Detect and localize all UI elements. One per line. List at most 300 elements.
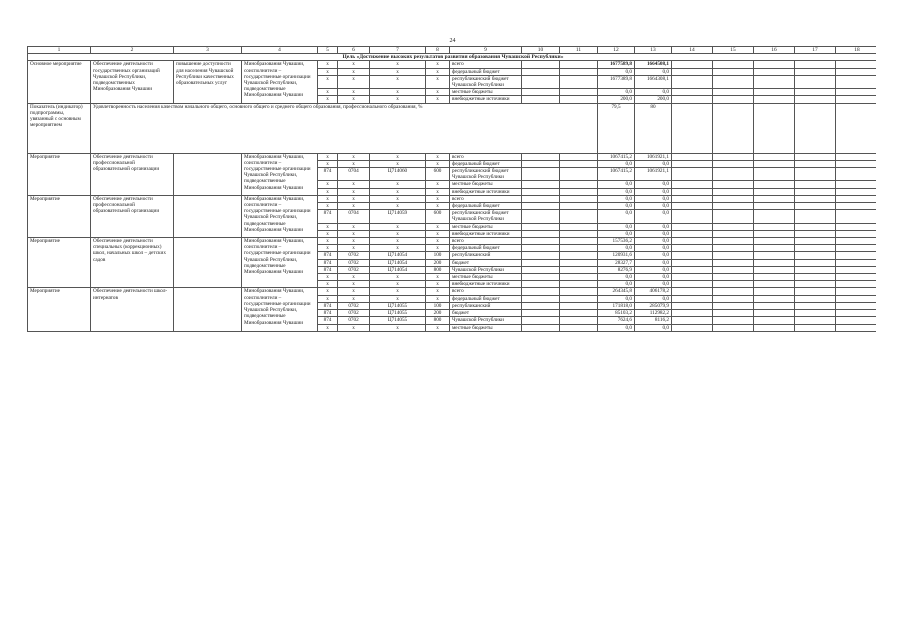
expense-type-code: x xyxy=(426,96,450,103)
empty-cell xyxy=(795,89,836,96)
funding-source: Чувашской Республики xyxy=(450,317,522,324)
amount-2019: 0,0 xyxy=(598,295,635,302)
funding-source: федеральный бюджет xyxy=(450,160,522,167)
expense-type-code: x xyxy=(426,295,450,302)
grbs-code: x xyxy=(318,245,338,252)
empty-cell xyxy=(754,295,795,302)
target-article-code: x xyxy=(370,203,426,210)
empty-cell xyxy=(836,210,877,223)
amount-2020: 0,0 xyxy=(635,160,672,167)
empty-cell xyxy=(836,203,877,210)
target-article-code: x xyxy=(370,181,426,188)
expense-type-code: x xyxy=(426,61,450,68)
expense-type-code: x xyxy=(426,223,450,230)
measure-type: Мероприятие xyxy=(28,153,91,195)
empty-cell xyxy=(560,252,598,259)
measure-type: Мероприятие xyxy=(28,195,91,237)
measure-purpose: повышение доступности для населения Чувашской Республики качественных образовательных услуг xyxy=(174,61,242,103)
empty-cell xyxy=(754,181,795,188)
column-number: 12 xyxy=(598,47,635,54)
grbs-code: 874 xyxy=(318,252,338,259)
expense-type-code: 600 xyxy=(426,210,450,223)
empty-cell xyxy=(560,75,598,88)
empty-cell xyxy=(672,168,713,181)
amount-2019: 0,0 xyxy=(598,324,635,331)
empty-cell xyxy=(522,295,560,302)
measure-name: Обеспечение деятельности специальных (коррекционных) школ, начальных школ – детских садов xyxy=(91,238,174,288)
empty-cell xyxy=(795,259,836,266)
empty-cell xyxy=(836,266,877,273)
section-code: x xyxy=(338,223,370,230)
budget-row xyxy=(28,288,877,295)
empty-cell xyxy=(836,252,877,259)
empty-cell xyxy=(522,160,560,167)
empty-cell xyxy=(560,245,598,252)
measure-name: Обеспечение деятельности государственных организаций Чувашской Республики, подведомственных Минобразования Чувашии xyxy=(91,61,174,103)
amount-2019: 7624,6 xyxy=(598,317,635,324)
empty-cell xyxy=(836,61,877,68)
empty-cell xyxy=(672,238,713,245)
measure-executor: Минобразования Чувашии, соисполнители – государственные организации Чувашской Республики, подведомственные Минобразования Чувашии xyxy=(242,238,318,288)
empty-cell xyxy=(754,324,795,331)
amount-2019: 1677389,8 xyxy=(598,75,635,88)
empty-cell xyxy=(522,302,560,309)
section-code: x xyxy=(338,203,370,210)
target-article-code: Ц714054 xyxy=(370,259,426,266)
funding-source: всего xyxy=(450,195,522,202)
amount-2019: 200,0 xyxy=(598,96,635,103)
empty-cell xyxy=(522,223,560,230)
expense-type-code: x xyxy=(426,288,450,295)
column-number: 14 xyxy=(672,47,713,54)
empty-cell xyxy=(522,230,560,237)
target-article-code: x xyxy=(370,238,426,245)
empty-cell xyxy=(560,324,598,331)
funding-source: республиканский xyxy=(450,252,522,259)
grbs-code: x xyxy=(318,89,338,96)
target-article-code: Ц714054 xyxy=(370,266,426,273)
amount-2020: 0,0 xyxy=(635,188,672,195)
grbs-code: x xyxy=(318,61,338,68)
empty-cell xyxy=(795,75,836,88)
grbs-code: x xyxy=(318,203,338,210)
amount-2020: 285079,9 xyxy=(635,302,672,309)
empty-cell xyxy=(560,188,598,195)
target-article-code: x xyxy=(370,153,426,160)
funding-source: федеральный бюджет xyxy=(450,245,522,252)
grbs-code: x xyxy=(318,68,338,75)
amount-2020: 0,0 xyxy=(635,259,672,266)
amount-2019: 0,0 xyxy=(598,245,635,252)
empty-cell xyxy=(560,259,598,266)
column-number: 1 xyxy=(28,47,91,54)
empty-cell xyxy=(522,203,560,210)
measure-type: Мероприятие xyxy=(28,238,91,288)
empty-cell xyxy=(754,281,795,288)
amount-2020: 0,0 xyxy=(635,238,672,245)
funding-source: местные бюджеты xyxy=(450,89,522,96)
empty-cell xyxy=(560,223,598,230)
measure-purpose xyxy=(174,238,242,288)
amount-2020: 1061921,1 xyxy=(635,153,672,160)
empty-cell xyxy=(560,181,598,188)
indicator-value-2020: 80 xyxy=(635,103,672,153)
amount-2020: 0,0 xyxy=(635,274,672,281)
empty-cell xyxy=(795,210,836,223)
amount-2020: 0,0 xyxy=(635,281,672,288)
goal-title: Цель «Достижение высоких результатов развития образования Чувашской Республики» xyxy=(28,54,877,61)
measure-purpose xyxy=(174,153,242,195)
amount-2019: 8276,9 xyxy=(598,266,635,273)
section-code: x xyxy=(338,324,370,331)
empty-cell xyxy=(754,75,795,88)
empty-cell xyxy=(836,68,877,75)
table-body xyxy=(28,47,877,332)
column-number: 4 xyxy=(242,47,318,54)
empty-cell xyxy=(560,281,598,288)
amount-2020: 0,0 xyxy=(635,245,672,252)
column-number: 17 xyxy=(795,47,836,54)
section-code: x xyxy=(338,230,370,237)
empty-cell xyxy=(754,103,795,153)
empty-cell xyxy=(672,103,713,153)
target-article-code: Ц714055 xyxy=(370,302,426,309)
section-code: 0702 xyxy=(338,259,370,266)
target-article-code: Ц714054 xyxy=(370,252,426,259)
empty-cell xyxy=(560,238,598,245)
funding-source: республиканский бюджет Чувашской Республики xyxy=(450,75,522,88)
funding-source: федеральный бюджет xyxy=(450,68,522,75)
empty-cell xyxy=(713,245,754,252)
measure-executor: Минобразования Чувашии, соисполнители – государственные организации Чувашской Республики, подведомственные Минобразования Чувашии xyxy=(242,153,318,195)
funding-source: федеральный бюджет xyxy=(450,295,522,302)
amount-2020: 0,0 xyxy=(635,195,672,202)
target-article-code: x xyxy=(370,75,426,88)
empty-cell xyxy=(560,89,598,96)
empty-cell xyxy=(672,210,713,223)
amount-2019: 28327,7 xyxy=(598,259,635,266)
empty-cell xyxy=(754,245,795,252)
column-number: 5 xyxy=(318,47,338,54)
funding-source: всего xyxy=(450,61,522,68)
column-number: 6 xyxy=(338,47,370,54)
measure-name: Обеспечение деятельности профессиональной образовательной организации xyxy=(91,153,174,195)
empty-cell xyxy=(522,181,560,188)
measure-purpose xyxy=(174,288,242,331)
empty-cell xyxy=(522,188,560,195)
measure-executor: Минобразования Чувашии, соисполнители – государственные организации Чувашской Республики, подведомственные Минобразования Чувашии xyxy=(242,288,318,331)
expense-type-code: x xyxy=(426,89,450,96)
empty-cell xyxy=(522,195,560,202)
amount-2020: 0,0 xyxy=(635,324,672,331)
target-article-code: x xyxy=(370,288,426,295)
empty-cell xyxy=(754,274,795,281)
empty-cell xyxy=(672,259,713,266)
empty-cell xyxy=(754,317,795,324)
empty-cell xyxy=(795,188,836,195)
empty-cell xyxy=(754,160,795,167)
empty-cell xyxy=(672,295,713,302)
target-article-code: x xyxy=(370,68,426,75)
empty-cell xyxy=(836,188,877,195)
empty-cell xyxy=(672,274,713,281)
empty-cell xyxy=(672,302,713,309)
section-code: x xyxy=(338,75,370,88)
column-number: 11 xyxy=(560,47,598,54)
amount-2019: 0,0 xyxy=(598,203,635,210)
grbs-code: x xyxy=(318,238,338,245)
target-article-code: x xyxy=(370,160,426,167)
empty-cell xyxy=(522,324,560,331)
expense-type-code: x xyxy=(426,230,450,237)
empty-cell xyxy=(713,75,754,88)
empty-cell xyxy=(713,223,754,230)
indicator-value-2019: 79,5 xyxy=(598,103,635,153)
measure-name: Обеспечение деятельности профессиональной образовательной организации xyxy=(91,195,174,237)
column-number: 7 xyxy=(370,47,426,54)
empty-cell xyxy=(836,302,877,309)
target-article-code: x xyxy=(370,61,426,68)
grbs-code: x xyxy=(318,288,338,295)
amount-2019: 1067415,2 xyxy=(598,168,635,181)
funding-source: местные бюджеты xyxy=(450,274,522,281)
empty-cell xyxy=(795,245,836,252)
empty-cell xyxy=(713,295,754,302)
amount-2019: 171818,0 xyxy=(598,302,635,309)
empty-cell xyxy=(836,89,877,96)
funding-source: всего xyxy=(450,153,522,160)
empty-cell xyxy=(795,68,836,75)
empty-cell xyxy=(713,274,754,281)
amount-2019: 0,0 xyxy=(598,274,635,281)
funding-source: республиканский бюджет Чувашской Республики xyxy=(450,210,522,223)
empty-cell xyxy=(754,153,795,160)
empty-cell xyxy=(795,223,836,230)
empty-cell xyxy=(522,245,560,252)
measure-type: Мероприятие xyxy=(28,288,91,331)
empty-cell xyxy=(836,153,877,160)
empty-cell xyxy=(713,103,754,153)
budget-row xyxy=(28,153,877,160)
grbs-code: x xyxy=(318,188,338,195)
section-code: x xyxy=(338,188,370,195)
empty-cell xyxy=(795,274,836,281)
section-code: x xyxy=(338,96,370,103)
empty-cell xyxy=(795,103,836,153)
empty-cell xyxy=(754,168,795,181)
empty-cell xyxy=(672,195,713,202)
amount-2020: 0,0 xyxy=(635,68,672,75)
expense-type-code: x xyxy=(426,153,450,160)
amount-2020: 1664508,1 xyxy=(635,61,672,68)
funding-source: местные бюджеты xyxy=(450,223,522,230)
empty-cell xyxy=(560,168,598,181)
target-article-code: Ц714059 xyxy=(370,210,426,223)
grbs-code: x xyxy=(318,160,338,167)
amount-2020: 0,0 xyxy=(635,181,672,188)
expense-type-code: x xyxy=(426,324,450,331)
section-code: x xyxy=(338,181,370,188)
amount-2019: 0,0 xyxy=(598,230,635,237)
empty-cell xyxy=(795,310,836,317)
empty-cell xyxy=(522,75,560,88)
section-code: 0702 xyxy=(338,317,370,324)
target-article-code: Ц714055 xyxy=(370,310,426,317)
grbs-code: x xyxy=(318,230,338,237)
amount-2020: 112982,2 xyxy=(635,310,672,317)
section-code: x xyxy=(338,195,370,202)
target-article-code: x xyxy=(370,281,426,288)
section-code: x xyxy=(338,274,370,281)
target-article-code: x xyxy=(370,245,426,252)
empty-cell xyxy=(560,61,598,68)
empty-cell xyxy=(836,324,877,331)
empty-cell xyxy=(713,89,754,96)
empty-cell xyxy=(754,302,795,309)
empty-cell xyxy=(836,168,877,181)
empty-cell xyxy=(754,223,795,230)
column-number: 8 xyxy=(426,47,450,54)
amount-2019: 85103,2 xyxy=(598,310,635,317)
expense-type-code: x xyxy=(426,195,450,202)
empty-cell xyxy=(754,288,795,295)
empty-cell xyxy=(795,61,836,68)
amount-2019: 0,0 xyxy=(598,223,635,230)
empty-cell xyxy=(560,195,598,202)
empty-cell xyxy=(795,238,836,245)
amount-2020: 0,0 xyxy=(635,295,672,302)
empty-cell xyxy=(795,168,836,181)
empty-cell xyxy=(836,245,877,252)
empty-cell xyxy=(836,281,877,288)
amount-2019: 264345,8 xyxy=(598,288,635,295)
amount-2019: 0,0 xyxy=(598,195,635,202)
empty-cell xyxy=(836,195,877,202)
funding-source: внебюджетные источники xyxy=(450,230,522,237)
amount-2020: 0,0 xyxy=(635,252,672,259)
empty-cell xyxy=(795,266,836,273)
section-code: x xyxy=(338,160,370,167)
funding-source: внебюджетные источники xyxy=(450,188,522,195)
indicator-type: Показатель (индикатор) подпрограммы, увязанный с основным мероприятием xyxy=(28,103,91,153)
section-code: 0704 xyxy=(338,210,370,223)
amount-2019: 0,0 xyxy=(598,181,635,188)
empty-cell xyxy=(522,68,560,75)
empty-cell xyxy=(754,188,795,195)
section-code: x xyxy=(338,153,370,160)
empty-cell xyxy=(836,230,877,237)
grbs-code: x xyxy=(318,223,338,230)
empty-cell xyxy=(560,302,598,309)
column-number: 3 xyxy=(174,47,242,54)
empty-cell xyxy=(672,266,713,273)
empty-cell xyxy=(522,274,560,281)
grbs-code: 874 xyxy=(318,168,338,181)
expense-type-code: x xyxy=(426,281,450,288)
empty-cell xyxy=(795,295,836,302)
amount-2020: 1061921,1 xyxy=(635,168,672,181)
empty-cell xyxy=(795,195,836,202)
section-code: x xyxy=(338,89,370,96)
empty-cell xyxy=(836,317,877,324)
expense-type-code: x xyxy=(426,203,450,210)
empty-cell xyxy=(836,223,877,230)
empty-cell xyxy=(713,238,754,245)
empty-cell xyxy=(672,310,713,317)
empty-cell xyxy=(754,238,795,245)
empty-cell xyxy=(836,160,877,167)
section-code: x xyxy=(338,288,370,295)
empty-cell xyxy=(560,160,598,167)
column-number: 18 xyxy=(836,47,877,54)
section-code: x xyxy=(338,245,370,252)
empty-cell xyxy=(795,252,836,259)
empty-cell xyxy=(713,230,754,237)
funding-source: всего xyxy=(450,288,522,295)
funding-source: Чувашской Республики xyxy=(450,266,522,273)
expense-type-code: 800 xyxy=(426,266,450,273)
empty-cell xyxy=(795,317,836,324)
empty-cell xyxy=(713,317,754,324)
expense-type-code: 200 xyxy=(426,259,450,266)
empty-cell xyxy=(836,295,877,302)
empty-cell xyxy=(672,89,713,96)
empty-cell xyxy=(672,281,713,288)
expense-type-code: x xyxy=(426,188,450,195)
empty-cell xyxy=(672,230,713,237)
empty-cell xyxy=(795,153,836,160)
expense-type-code: x xyxy=(426,274,450,281)
target-article-code: x xyxy=(370,96,426,103)
section-code: 0702 xyxy=(338,266,370,273)
funding-source: местные бюджеты xyxy=(450,181,522,188)
empty-cell xyxy=(795,96,836,103)
empty-cell xyxy=(560,266,598,273)
empty-cell xyxy=(836,96,877,103)
empty-cell xyxy=(672,317,713,324)
empty-cell xyxy=(836,259,877,266)
amount-2019: 157536,2 xyxy=(598,238,635,245)
empty-cell xyxy=(713,324,754,331)
section-code: 0702 xyxy=(338,310,370,317)
empty-cell xyxy=(560,96,598,103)
target-article-code: x xyxy=(370,195,426,202)
empty-cell xyxy=(672,245,713,252)
empty-cell xyxy=(560,288,598,295)
empty-cell xyxy=(672,252,713,259)
funding-source: местные бюджеты xyxy=(450,324,522,331)
measure-executor: Минобразования Чувашии, соисполнители – государственные организации Чувашской Республики, подведомственные Минобразования Чувашии xyxy=(242,195,318,237)
empty-cell xyxy=(713,302,754,309)
empty-cell xyxy=(713,181,754,188)
grbs-code: 874 xyxy=(318,317,338,324)
amount-2019: 0,0 xyxy=(598,281,635,288)
empty-cell xyxy=(754,68,795,75)
empty-cell xyxy=(522,259,560,266)
empty-cell xyxy=(522,168,560,181)
target-article-code: x xyxy=(370,188,426,195)
empty-cell xyxy=(672,181,713,188)
empty-cell xyxy=(713,96,754,103)
funding-source: республиканский xyxy=(450,302,522,309)
amount-2019: 1677589,8 xyxy=(598,61,635,68)
empty-cell xyxy=(795,203,836,210)
section-code: x xyxy=(338,281,370,288)
empty-cell xyxy=(713,281,754,288)
grbs-code: x xyxy=(318,195,338,202)
empty-cell xyxy=(522,238,560,245)
empty-cell xyxy=(754,89,795,96)
